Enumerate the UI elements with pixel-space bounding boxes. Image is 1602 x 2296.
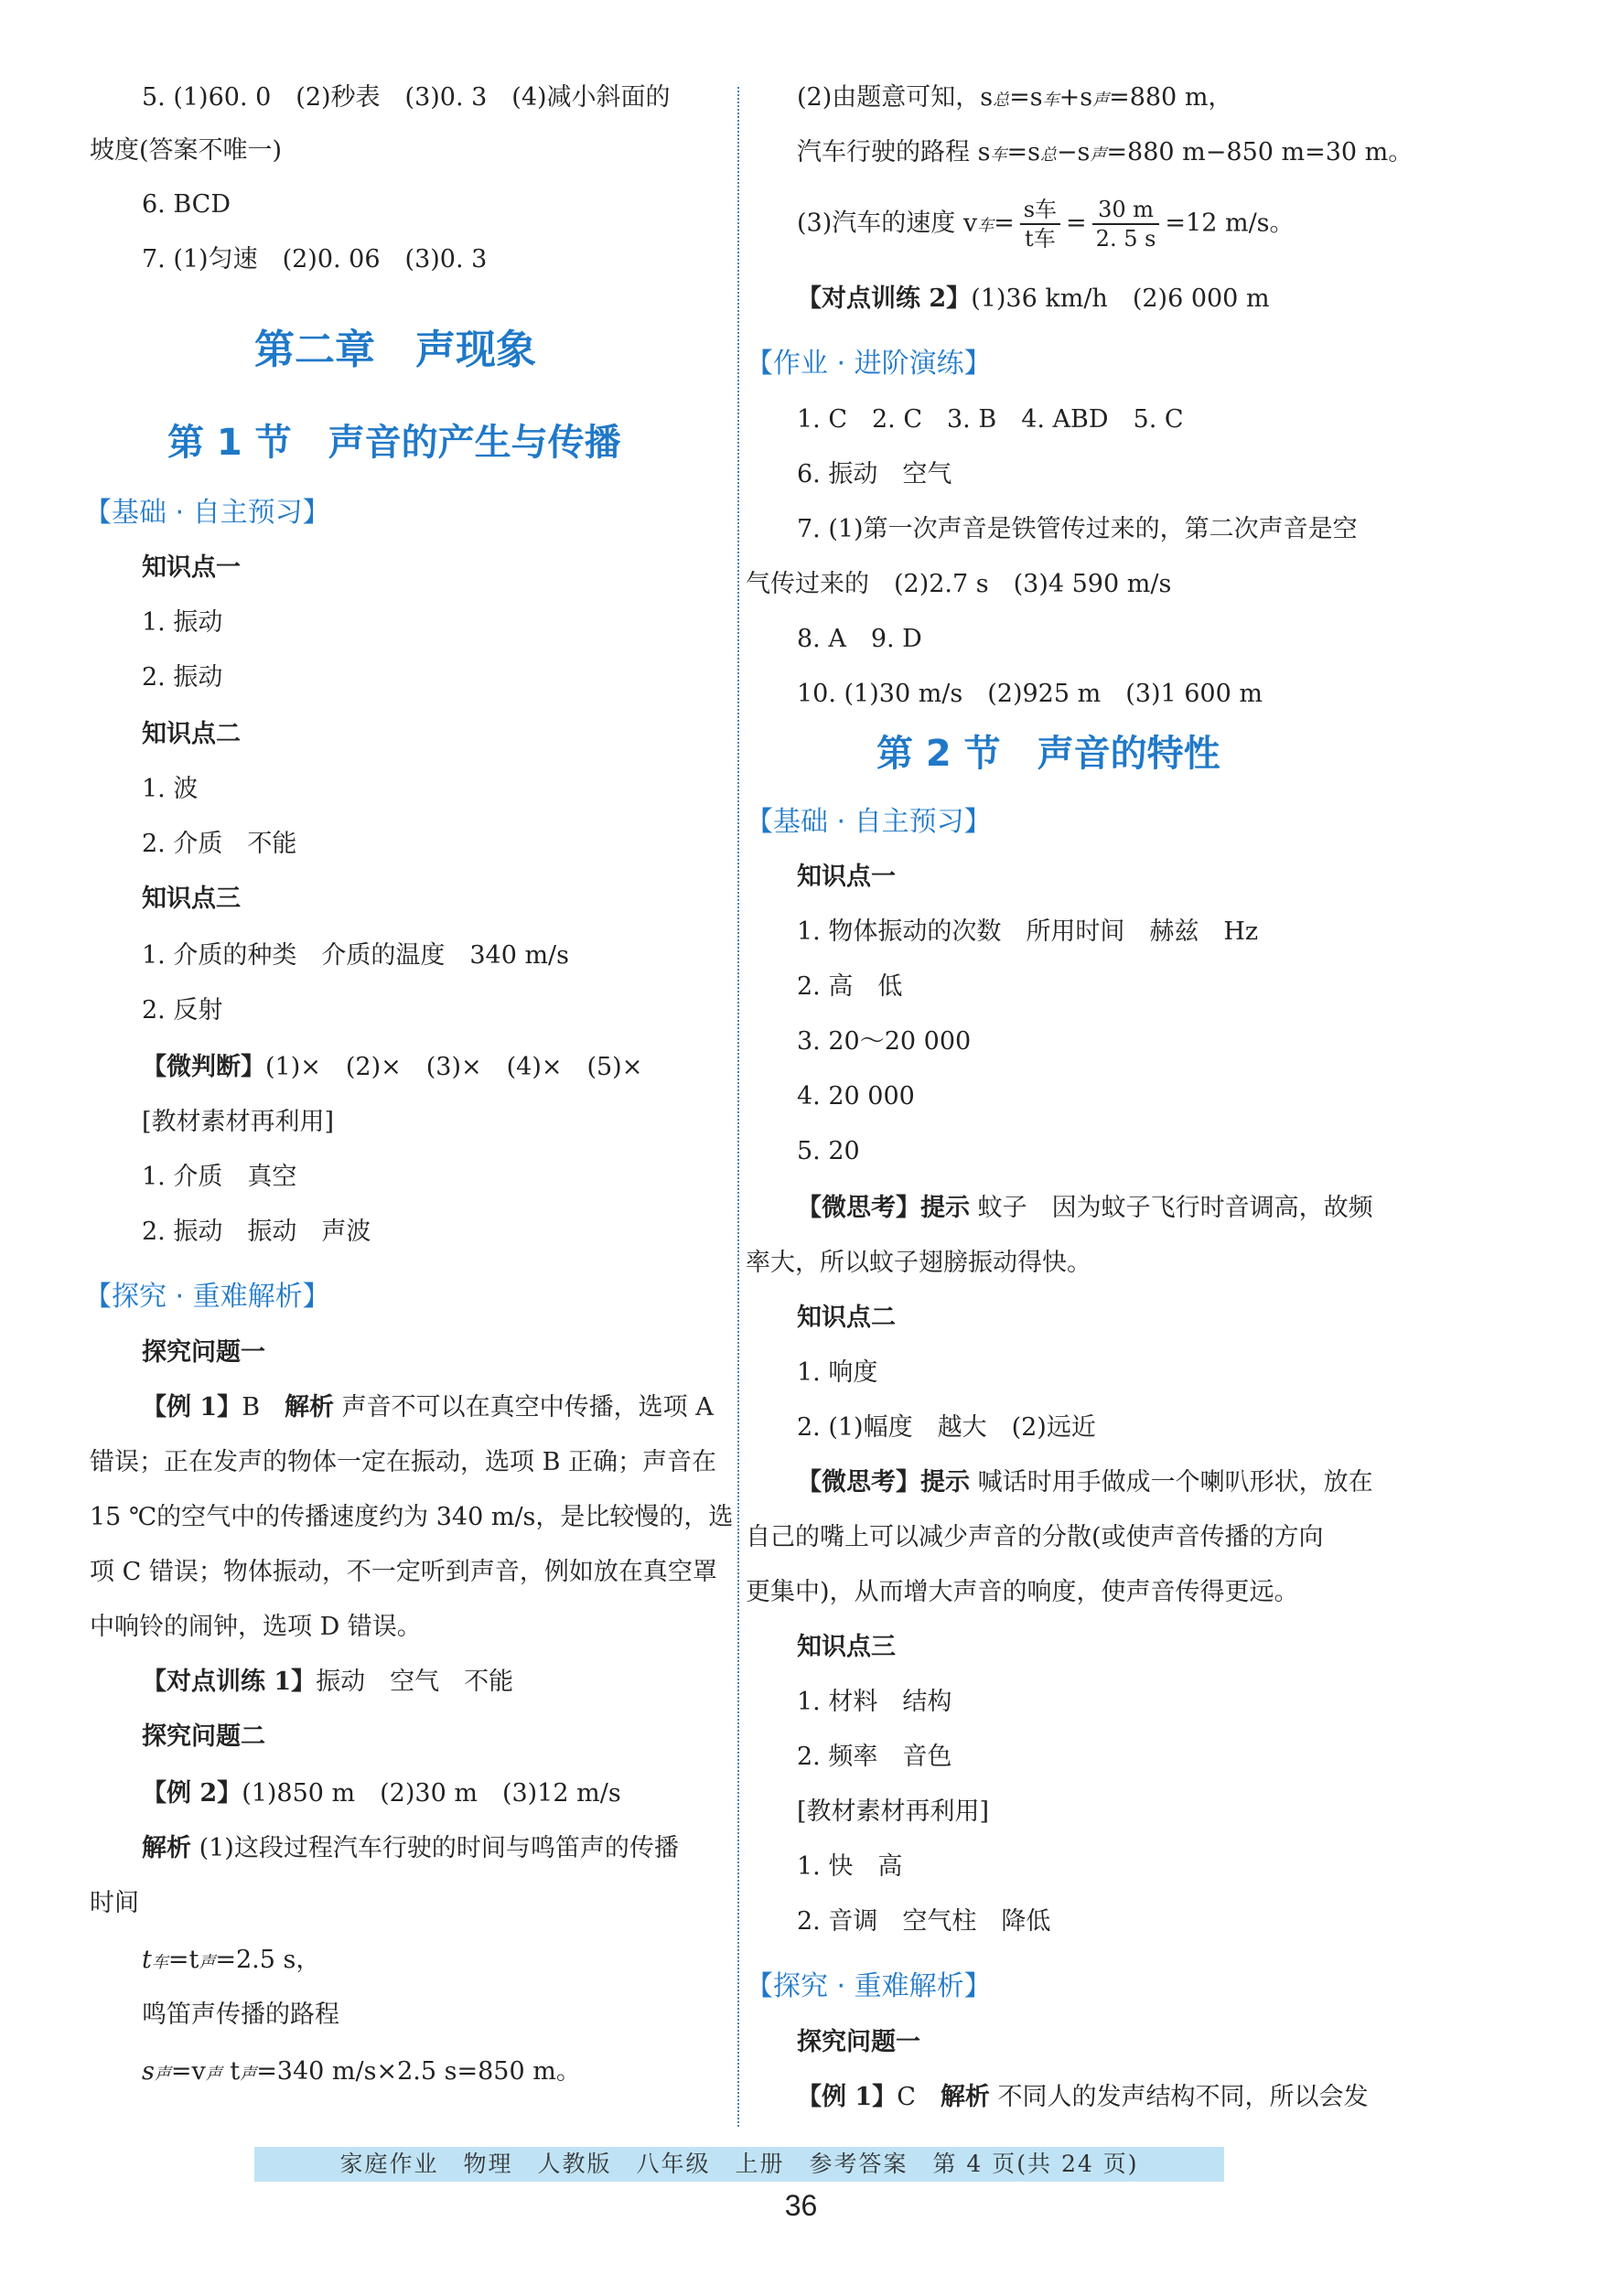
micro-think-1-label: 【微思考】提示 xyxy=(797,1194,970,1222)
kp2-answer-1: 1. 波 xyxy=(142,775,199,803)
eq-sub-sound: 声 xyxy=(199,1953,216,1972)
r1-sub-total: 总 xyxy=(993,91,1010,110)
eq2-t: t xyxy=(221,2057,241,2086)
equation-time xyxy=(142,1945,320,1979)
answer-7: 7. (1)匀速 (2)0. 06 (3)0. 3 xyxy=(142,245,488,274)
example-1-line-1 xyxy=(142,1392,714,1423)
analysis-text-1: (1)这段过程汽车行驶的时间与鸣笛声的传播 xyxy=(199,1834,679,1862)
r2-d: =880 m−850 m=30 m。 xyxy=(1106,138,1414,166)
eq2-sub-1: 声 xyxy=(154,2065,171,2084)
material-answer-2: 2. 振动 振动 声波 xyxy=(142,1218,371,1246)
material-reuse-label: [教材素材再利用] xyxy=(142,1108,335,1136)
tag-explore-2: 【探究 · 重难解析】 xyxy=(746,1970,992,2002)
eq2-sub-2: 声 xyxy=(205,2065,222,2084)
analysis-line-1 xyxy=(142,1833,679,1864)
r1-d: =880 m， xyxy=(1109,83,1233,112)
micro-think-2-line-3: 更集中)，从而增大声音的响度，使声音传得更远。 xyxy=(746,1578,1299,1606)
example-1-line-5: 中响铃的闹钟，选项 D 错误。 xyxy=(90,1613,422,1641)
knowledge-point-1: 知识点一 xyxy=(142,553,241,582)
tag-homework: 【作业 · 进阶演练】 xyxy=(746,348,992,380)
section-2-title: 第 2 节 声音的特性 xyxy=(876,733,1220,775)
kp3-answer-1: 1. 介质的种类 介质的温度 340 m/s xyxy=(142,941,570,970)
tag-explore: 【探究 · 重难解析】 xyxy=(84,1281,330,1313)
s2-example-1 xyxy=(797,2082,1368,2113)
eq-sub-car: 车 xyxy=(151,1953,168,1972)
example-1-answer: B xyxy=(242,1393,261,1422)
s2-kp1-answer-3: 3. 20～20 000 xyxy=(797,1027,972,1056)
homework-8-9: 8. A 9. D xyxy=(797,625,922,653)
answer-5: 5. (1)60. 0 (2)秒表 (3)0. 3 (4)减小斜面的 xyxy=(142,83,671,112)
kp2-answer-2: 2. 介质 不能 xyxy=(142,830,297,858)
example-1-line-2: 错误；正在发声的物体一定在振动，选项 B 正确；声音在 xyxy=(90,1448,717,1476)
s2-kp2-answer-2: 2. (1)幅度 越大 (2)远近 xyxy=(797,1413,1096,1442)
s2-kp1-answer-2: 2. 高 低 xyxy=(797,972,903,1001)
r2-c: −s xyxy=(1056,138,1091,166)
eq2-sub-3: 声 xyxy=(240,2065,257,2084)
s2-explore-question-1: 探究问题一 xyxy=(797,2028,920,2056)
s2-kp1-answer-1: 1. 物体振动的次数 所用时间 赫兹 Hz xyxy=(797,917,1259,946)
r1-a: (2)由题意可知，s xyxy=(797,83,994,112)
chapter-title: 第二章 声现象 xyxy=(254,327,536,373)
s2-material-reuse-label: [教材素材再利用] xyxy=(797,1797,990,1826)
kp1-answer-2: 2. 振动 xyxy=(142,663,223,692)
material-answer-1: 1. 介质 真空 xyxy=(142,1163,297,1191)
training-1 xyxy=(142,1667,513,1698)
homework-10: 10. (1)30 m/s (2)925 m (3)1 600 m xyxy=(797,680,1263,708)
analysis-label: 解析 xyxy=(142,1834,191,1862)
micro-think-1 xyxy=(797,1193,1373,1224)
s2-kp3-answer-1: 1. 材料 结构 xyxy=(797,1688,952,1716)
eq2-v: =v xyxy=(170,2057,206,2086)
micro-judgement xyxy=(142,1052,642,1083)
page-footer-banner: 家庭作业 物理 人教版 八年级 上册 参考答案 第 4 页(共 24 页) xyxy=(254,2147,1224,2182)
column-divider xyxy=(737,87,739,2127)
r3-sub-car: 车 xyxy=(977,216,995,236)
s2-knowledge-point-1: 知识点一 xyxy=(797,863,896,891)
explore-question-1: 探究问题一 xyxy=(142,1338,265,1367)
fraction-1-numerator: s车 xyxy=(1020,196,1060,225)
r1-b: =s xyxy=(1009,83,1043,112)
micro-think-1-line-2: 率大，所以蚊子翅膀振动得快。 xyxy=(746,1249,1091,1277)
r3-b: = xyxy=(994,209,1015,238)
kp3-answer-2: 2. 反射 xyxy=(142,996,223,1025)
page-number: 36 xyxy=(784,2189,818,2222)
s2-example-1-answer: C xyxy=(897,2083,916,2111)
fraction-2-denominator: 2. 5 s xyxy=(1095,226,1156,252)
s2-example-1-label: 【例 1】 xyxy=(797,2083,898,2111)
s2-kp2-answer-1: 1. 响度 xyxy=(797,1358,878,1387)
answer-6: 6. BCD xyxy=(142,190,231,219)
r2-sub-car: 车 xyxy=(990,145,1007,165)
answer-5-cont: 坡度(答案不唯一) xyxy=(90,136,283,165)
r3-c: = xyxy=(1066,209,1087,238)
knowledge-point-3: 知识点三 xyxy=(142,885,241,913)
s2-material-answer-1: 1. 快 高 xyxy=(797,1852,903,1881)
micro-think-2-line-2: 自己的嘴上可以减少声音的分散(或使声音传播的方向 xyxy=(746,1523,1324,1551)
fraction-1-denominator: t车 xyxy=(1025,226,1056,252)
s2-example-1-text: 不同人的发声结构不同，所以会发 xyxy=(997,2083,1369,2111)
s2-kp3-answer-2: 2. 频率 音色 xyxy=(797,1743,952,1771)
example-1-line-4: 项 C 错误；物体振动，不一定听到声音，例如放在真空罩 xyxy=(90,1558,717,1586)
homework-7-line-1: 7. (1)第一次声音是铁管传过来的，第二次声音是空 xyxy=(797,515,1358,543)
explore-question-2: 探究问题二 xyxy=(142,1722,265,1751)
s2-kp1-answer-4: 4. 20 000 xyxy=(797,1082,915,1110)
training-2 xyxy=(797,284,1270,315)
r2-b: =s xyxy=(1006,138,1040,166)
s2-example-1-analysis-label: 解析 xyxy=(940,2083,990,2111)
fraction-2-numerator: 30 m xyxy=(1092,196,1160,225)
eq2-val: =340 m/s×2.5 s=850 m。 xyxy=(256,2057,581,2086)
training-2-answer: (1)36 km/h (2)6 000 m xyxy=(971,284,1270,313)
analysis-line-2: 时间 xyxy=(90,1889,139,1917)
r1-sub-car: 车 xyxy=(1042,91,1059,110)
r1-sub-sound: 声 xyxy=(1092,91,1110,110)
r2-a: 汽车行驶的路程 s xyxy=(797,138,991,166)
micro-judgement-answers: (1)× (2)× (3)× (4)× (5)× xyxy=(265,1053,643,1081)
example-1-label: 【例 1】 xyxy=(142,1393,242,1422)
fraction-values xyxy=(1092,196,1160,252)
s2-knowledge-point-3: 知识点三 xyxy=(797,1633,896,1661)
section-1-title: 第 1 节 声音的产生与传播 xyxy=(167,422,621,464)
micro-think-2-label: 【微思考】提示 xyxy=(797,1468,970,1497)
homework-1-5: 1. C 2. C 3. B 4. ABD 5. C xyxy=(797,405,1184,434)
tag-basic-preview-2: 【基础 · 自主预习】 xyxy=(746,806,992,838)
example-1-analysis-label: 解析 xyxy=(285,1393,335,1422)
training-2-label: 【对点训练 2】 xyxy=(797,284,972,313)
analysis-line-3: 鸣笛声传播的路程 xyxy=(142,2001,339,2029)
training-1-label: 【对点训练 1】 xyxy=(142,1668,317,1696)
fraction-s-over-t xyxy=(1020,196,1060,252)
micro-think-1-text-1: 蚊子 因为蚊子飞行时音调高，故频 xyxy=(977,1194,1373,1222)
equation-distance xyxy=(142,2056,581,2090)
r3-d: =12 m/s。 xyxy=(1165,209,1295,238)
micro-think-2 xyxy=(797,1467,1373,1498)
example-1-text-1: 声音不可以在真空中传播，选项 A xyxy=(341,1393,714,1422)
micro-think-2-text-1: 喊话时用手做成一个喇叭形状，放在 xyxy=(977,1468,1373,1497)
example-2-label: 【例 2】 xyxy=(142,1779,242,1808)
homework-7-line-2: 气传过来的 (2)2.7 s (3)4 590 m/s xyxy=(746,570,1172,598)
tag-basic-preview: 【基础 · 自主预习】 xyxy=(84,497,330,529)
example-2-answer: (1)850 m (2)30 m (3)12 m/s xyxy=(242,1779,621,1808)
homework-6: 6. 振动 空气 xyxy=(797,460,952,488)
eq-t: t xyxy=(142,1946,152,1974)
example-2 xyxy=(142,1778,621,1809)
r3-a: (3)汽车的速度 v xyxy=(797,209,978,238)
s2-knowledge-point-2: 知识点二 xyxy=(797,1304,896,1332)
example-1-line-3: 15 ℃的空气中的传播速度约为 340 m/s，是比较慢的，选 xyxy=(90,1503,734,1531)
micro-judgement-label: 【微判断】 xyxy=(142,1053,265,1081)
training-1-answer: 振动 空气 不能 xyxy=(316,1668,514,1696)
r1-c: +s xyxy=(1059,83,1093,112)
eq2-s: s xyxy=(142,2057,155,2086)
s2-kp1-answer-5: 5. 20 xyxy=(797,1137,860,1165)
s2-material-answer-2: 2. 音调 空气柱 降低 xyxy=(797,1907,1051,1936)
right-line-3-speed xyxy=(797,196,1295,251)
eq-eq: =t xyxy=(167,1946,199,1974)
right-line-2 xyxy=(797,137,1413,171)
right-line-1 xyxy=(797,82,1232,116)
r2-sub-total: 总 xyxy=(1039,145,1057,165)
kp1-answer-1: 1. 振动 xyxy=(142,608,223,637)
eq-val: =2.5 s， xyxy=(215,1946,321,1974)
knowledge-point-2: 知识点二 xyxy=(142,720,241,748)
r2-sub-sound: 声 xyxy=(1090,145,1107,165)
